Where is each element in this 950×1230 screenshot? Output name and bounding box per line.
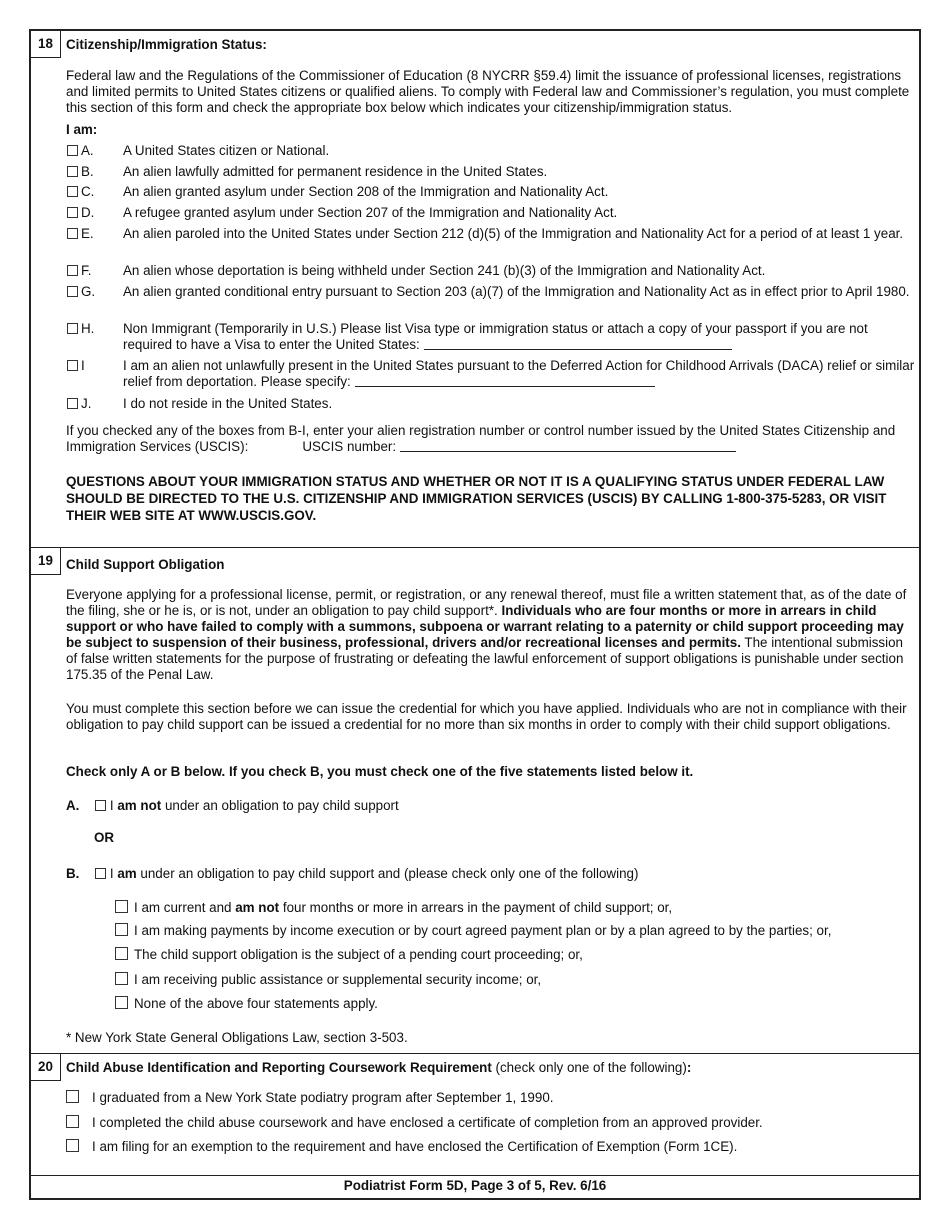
checkbox-assistance[interactable] [115, 972, 128, 985]
sub3-text: The child support obligation is the subject of a pending court proceeding; or, [134, 947, 583, 962]
footnote: * New York State General Obligations Law, section 3-503. [66, 1030, 408, 1045]
sub-option-payments[interactable] [115, 923, 831, 939]
i-am-label: I am: [66, 122, 98, 137]
coursework-option-graduated[interactable] [66, 1090, 554, 1106]
option-letter: B. [81, 164, 94, 179]
sub1-post: four months or more in arrears in the payment of child support; or, [279, 900, 673, 915]
option-text [123, 321, 915, 353]
form-footer: Podiatrist Form 5D, Page 3 of 5, Rev. 6/16 [31, 1175, 919, 1198]
checkbox-payments[interactable] [115, 923, 128, 936]
checkbox-not-obligated[interactable] [95, 800, 106, 811]
or-label: OR [94, 830, 115, 845]
option-text [123, 358, 915, 390]
section-19-title: Child Support Obligation [66, 557, 225, 572]
checkbox-e[interactable] [67, 228, 78, 239]
coursework-option-completed[interactable] [66, 1115, 763, 1131]
coursework-opt1-text: I graduated from a New York State podiatry program after September 1, 1990. [92, 1090, 554, 1105]
option-text: An alien lawfully admitted for permanent residence in the United States. [123, 164, 548, 179]
section-18-intro: Federal law and the Regulations of the Commissioner of Education (8 NYCRR §59.4) limit the issuance of professional licenses, registrations and limited permits to United States citizens or qualified aliens. To comply with Federal law and Commissioner’s regulation, you must complete this section of this form and check the appropriate box below which indicates your citizenship/immigration status. [66, 68, 910, 115]
option-a-letter: A. [66, 798, 80, 813]
checkbox-b[interactable] [67, 166, 78, 177]
immigration-notice: QUESTIONS ABOUT YOUR IMMIGRATION STATUS AND WHETHER OR NOT IT IS A QUALIFYING STATUS UNDER FEDERAL LAW SHOULD BE DIRECTED TO THE U.S. CITIZENSHIP AND IMMIGRATION SERVICES (USCIS) BY CALLING 1-800-375-5283, OR VISIT THEIR WEB SITE AT WWW.USCIS.GOV. [66, 474, 887, 523]
checkbox-h[interactable] [67, 323, 78, 334]
checkbox-none[interactable] [115, 996, 128, 1009]
option-letter: I [81, 358, 85, 373]
option-a-post: under an obligation to pay child support [161, 798, 399, 813]
checkbox-exemption[interactable] [66, 1139, 79, 1152]
checkbox-j[interactable] [67, 398, 78, 409]
sub-option-court[interactable] [115, 947, 583, 963]
sub-option-assistance[interactable] [115, 972, 541, 988]
section-20-number: 20 [31, 1054, 61, 1081]
checkbox-graduated[interactable] [66, 1090, 79, 1103]
sub2-text: I am making payments by income execution or by court agreed payment plan or by a plan agreed to by the parties; or, [134, 923, 832, 938]
option-b-bold: am [117, 866, 137, 881]
section-20-title-text: Child Abuse Identification and Reporting Coursework Requirement [66, 1060, 492, 1075]
checkbox-completed[interactable] [66, 1115, 79, 1128]
checkbox-d[interactable] [67, 207, 78, 218]
option-letter: A. [81, 143, 94, 158]
option-text: An alien granted asylum under Section 208 of the Immigration and Nationality Act. [123, 184, 609, 199]
sub1-bold: am not [235, 900, 280, 915]
option-text: I do not reside in the United States. [123, 396, 333, 411]
coursework-opt2-text: I completed the child abuse coursework and have enclosed a certificate of completion from an approved provider. [92, 1115, 763, 1130]
option-letter: J. [81, 396, 92, 411]
child-support-paragraph-1 [66, 587, 914, 683]
p1-bold-text: Individuals who are four months or more in arrears in child support or who have failed to comply with a summons, subpoena or warrant relating to a paternity or child support proceeding may be subject to suspension of their business, professional, drivers and/or recreational licenses and permits. [66, 603, 904, 650]
p1-text-end: The intentional submission of false written statements for the purpose of frustrating or defeating the lawful enforcement of support obligations is punishable under section 175.35 of the Penal Law. [66, 635, 904, 682]
checkbox-f[interactable] [67, 265, 78, 276]
checkbox-court[interactable] [115, 947, 128, 960]
uscis-text: If you checked any of the boxes from B-I, enter your alien registration number or control number issued by the United States Citizenship and Immigration Services (USCIS): [66, 423, 896, 454]
option-b-letter: B. [66, 866, 80, 881]
section-20-title [66, 1060, 691, 1076]
option-letter: D. [81, 205, 95, 220]
option-h-text: Non Immigrant (Temporarily in U.S.) Please list Visa type or immigration status or attach a copy of your passport if you are not required to have a Visa to enter the United States: [123, 321, 868, 352]
option-b-pre: I [109, 866, 118, 881]
section-20-title-colon: : [686, 1060, 692, 1075]
coursework-opt3-text: I am filing for an exemption to the requirement and have enclosed the Certification of Exemption (Form 1CE). [92, 1139, 738, 1154]
p1-text: Everyone applying for a professional license, permit, or registration, or any renewal thereof, must file a written statement that, as of the date of the filing, she or he is, or is not, under an obligation to pay child support*. [66, 587, 907, 618]
checkbox-current[interactable] [115, 900, 128, 913]
option-text: An alien granted conditional entry pursuant to Section 203 (a)(7) of the Immigration and Nationality Act as in effect prior to April 1980. [123, 284, 910, 299]
sub5-text: None of the above four statements apply. [134, 996, 378, 1011]
option-i-text: I am an alien not unlawfully present in the United States pursuant to the Deferred Action for Childhood Arrivals (DACA) relief or similar relief from deportation. Please specify: [123, 358, 915, 389]
option-letter: H. [81, 321, 95, 336]
option-a-pre: I [109, 798, 118, 813]
checkbox-i[interactable] [67, 360, 78, 371]
checkbox-g[interactable] [67, 286, 78, 297]
checkbox-c[interactable] [67, 186, 78, 197]
check-instruction: Check only A or B below. If you check B, you must check one of the five statements listed below it. [66, 764, 694, 779]
sub4-text: I am receiving public assistance or supplemental security income; or, [134, 972, 542, 987]
option-letter: F. [81, 263, 92, 278]
option-a-bold: am not [117, 798, 162, 813]
section-18-title: Citizenship/Immigration Status: [66, 37, 267, 52]
option-text: A refugee granted asylum under Section 207 of the Immigration and Nationality Act. [123, 205, 618, 220]
uscis-number-label: USCIS number: [302, 439, 397, 454]
option-b-post: under an obligation to pay child support and (please check only one of the following) [136, 866, 639, 881]
visa-type-field[interactable] [424, 337, 732, 350]
checkbox-obligated[interactable] [95, 868, 106, 879]
child-support-option-a[interactable] [66, 798, 399, 814]
option-letter: C. [81, 184, 95, 199]
option-letter: E. [81, 226, 94, 241]
option-letter: G. [81, 284, 96, 299]
section-19-number: 19 [31, 548, 61, 575]
option-text: An alien whose deportation is being withheld under Section 241 (b)(3) of the Immigration and Nationality Act. [123, 263, 766, 278]
child-support-paragraph-2: You must complete this section before we can issue the credential for which you have applied. Individuals who are not in compliance with their obligation to pay child support can be issued a credential for no more than six months in order to comply with their child support obligations. [66, 701, 907, 732]
checkbox-a[interactable] [67, 145, 78, 156]
form-page [29, 29, 921, 1200]
section-20-title-suffix: (check only one of the following) [491, 1060, 687, 1075]
option-text: An alien paroled into the United States under Section 212 (d)(5) of the Immigration and Nationality Act for a period of at least 1 year. [123, 226, 904, 241]
divider-18-19 [31, 547, 919, 548]
sub-option-none[interactable] [115, 996, 378, 1012]
uscis-instructions [66, 423, 914, 455]
sub-option-current[interactable] [115, 900, 672, 916]
option-text: A United States citizen or National. [123, 143, 330, 158]
uscis-number-field[interactable] [400, 439, 736, 452]
coursework-option-exemption[interactable] [66, 1139, 737, 1155]
section-18-number: 18 [31, 31, 61, 58]
divider-19-20 [31, 1053, 919, 1054]
sub1-pre: I am current and [134, 900, 236, 915]
child-support-option-b[interactable] [66, 866, 638, 882]
daca-specify-field[interactable] [355, 374, 655, 387]
